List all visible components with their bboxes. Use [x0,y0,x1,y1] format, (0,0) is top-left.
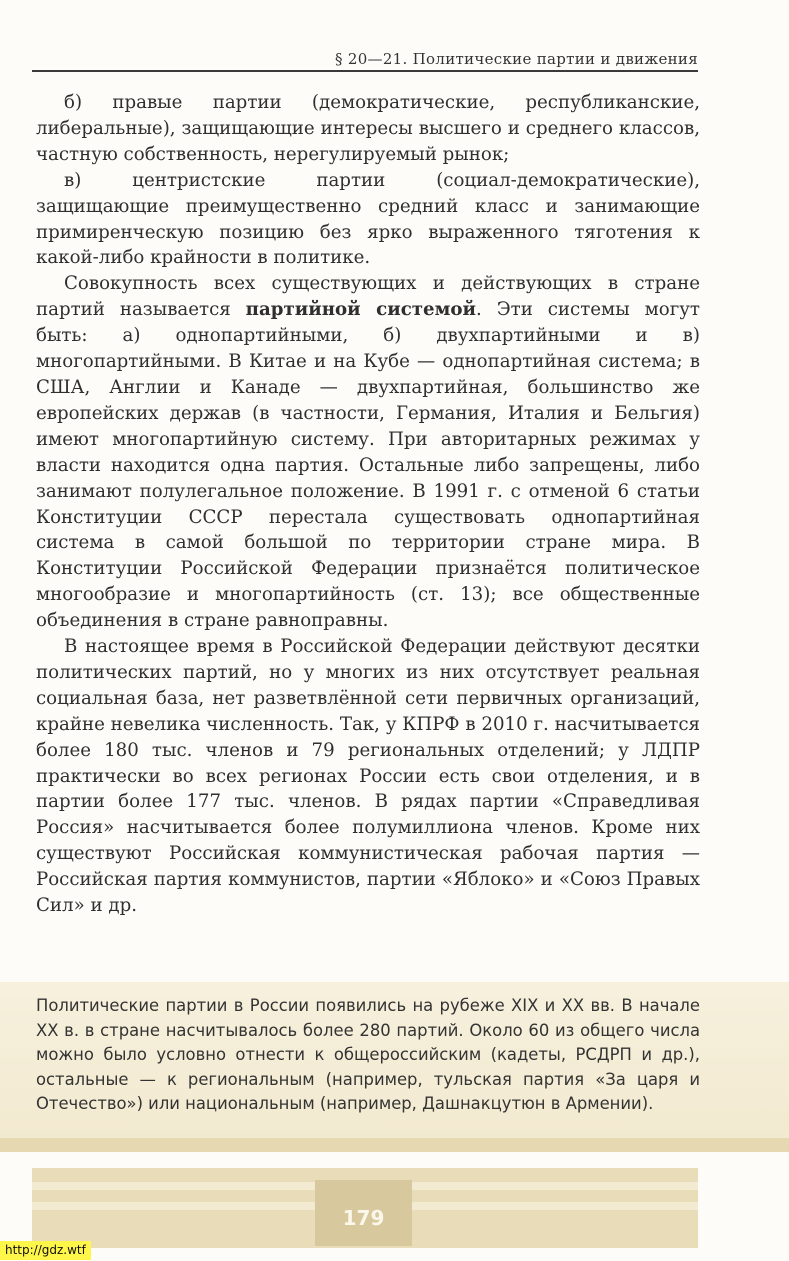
term-party-system: партийной системой [245,299,477,321]
history-note-text: Политические партии в России появились на рубеже XIX и XX вв. В начале XX в. в стране насчитывалось более 280 партий. Около 60 из общего числа можно было условно отнести к общероссийским (кадеты, РСДРП и др.), остальные — к региональным (например, тульская партия «За царя и Отечество») или национальным (например, Дашнакцутюн в Армении). [36,996,700,1114]
paragraph-right-parties: б) правые партии (демократические, республиканские, либеральные), защищающие интересы высшего и среднего классов, частную собственность, нерегулируемый рынок; [36,92,700,165]
page-number: 179 [342,1206,385,1230]
site-watermark[interactable]: http://gdz.wtf [0,1241,91,1260]
paragraph-centrist-parties: в) центристские партии (социал-демократические), защищающие преимущественно средний класс и занимающие примиренческую позицию без ярко выраженного тяготения к какой-либо крайности в политике. [36,169,700,269]
running-header [32,48,698,72]
paragraph-russian-parties: В настоящее время в Российской Федерации действуют десятки политических партий, но у многих из них отсутствует реальная социальная база, нет разветвлённой сети первичных организаций, крайне невелика численность. Так, у КПРФ в 2010 г. насчитывается более 180 тыс. членов и 79 региональных отделений; у ЛДПР практически во всех регионах России есть свои отделения, и в партии более 177 тыс. членов. В рядах партии «Справедливая Россия» насчитывается более полумиллиона членов. Кроме них существуют Российская коммунистическая рабочая партия — Российская партия коммунистов, партии «Яблоко» и «Союз Правых Сил» и др. [36,636,700,917]
party-system-text-after: . Эти системы могут быть: а) однопартийными, б) двухпартийными и в) многопартийными. В Китае и на Кубе — однопартийная система; в США, Англии и Канаде — двухпартийная, большинство же европейских держав (в частности, Германия, Италия и Бельгия) имеют многопартийную систему. При авторитарных режимах у власти находится одна партия. Остальные либо запрещены, либо занимают полулегальное положение. В 1991 г. с отменой 6 статьи Конституции СССР перестала существовать однопартийная система в самой большой по территории стране мира. В Конституции Российской Федерации признаётся политическое многообразие и многопартийность (ст. 13); все общественные объединения в стране равноправны. [36,299,700,632]
main-text [36,90,700,919]
note-bottom-rule [0,1138,789,1152]
party-system-text-before: Совокупность всех существующих и действующих в стране партий называется [36,273,700,321]
page-number-box [315,1180,412,1246]
paragraph-party-system [36,271,700,634]
section-title: § 20—21. Политические партии и движения [334,50,698,68]
history-note-box [0,982,789,1150]
